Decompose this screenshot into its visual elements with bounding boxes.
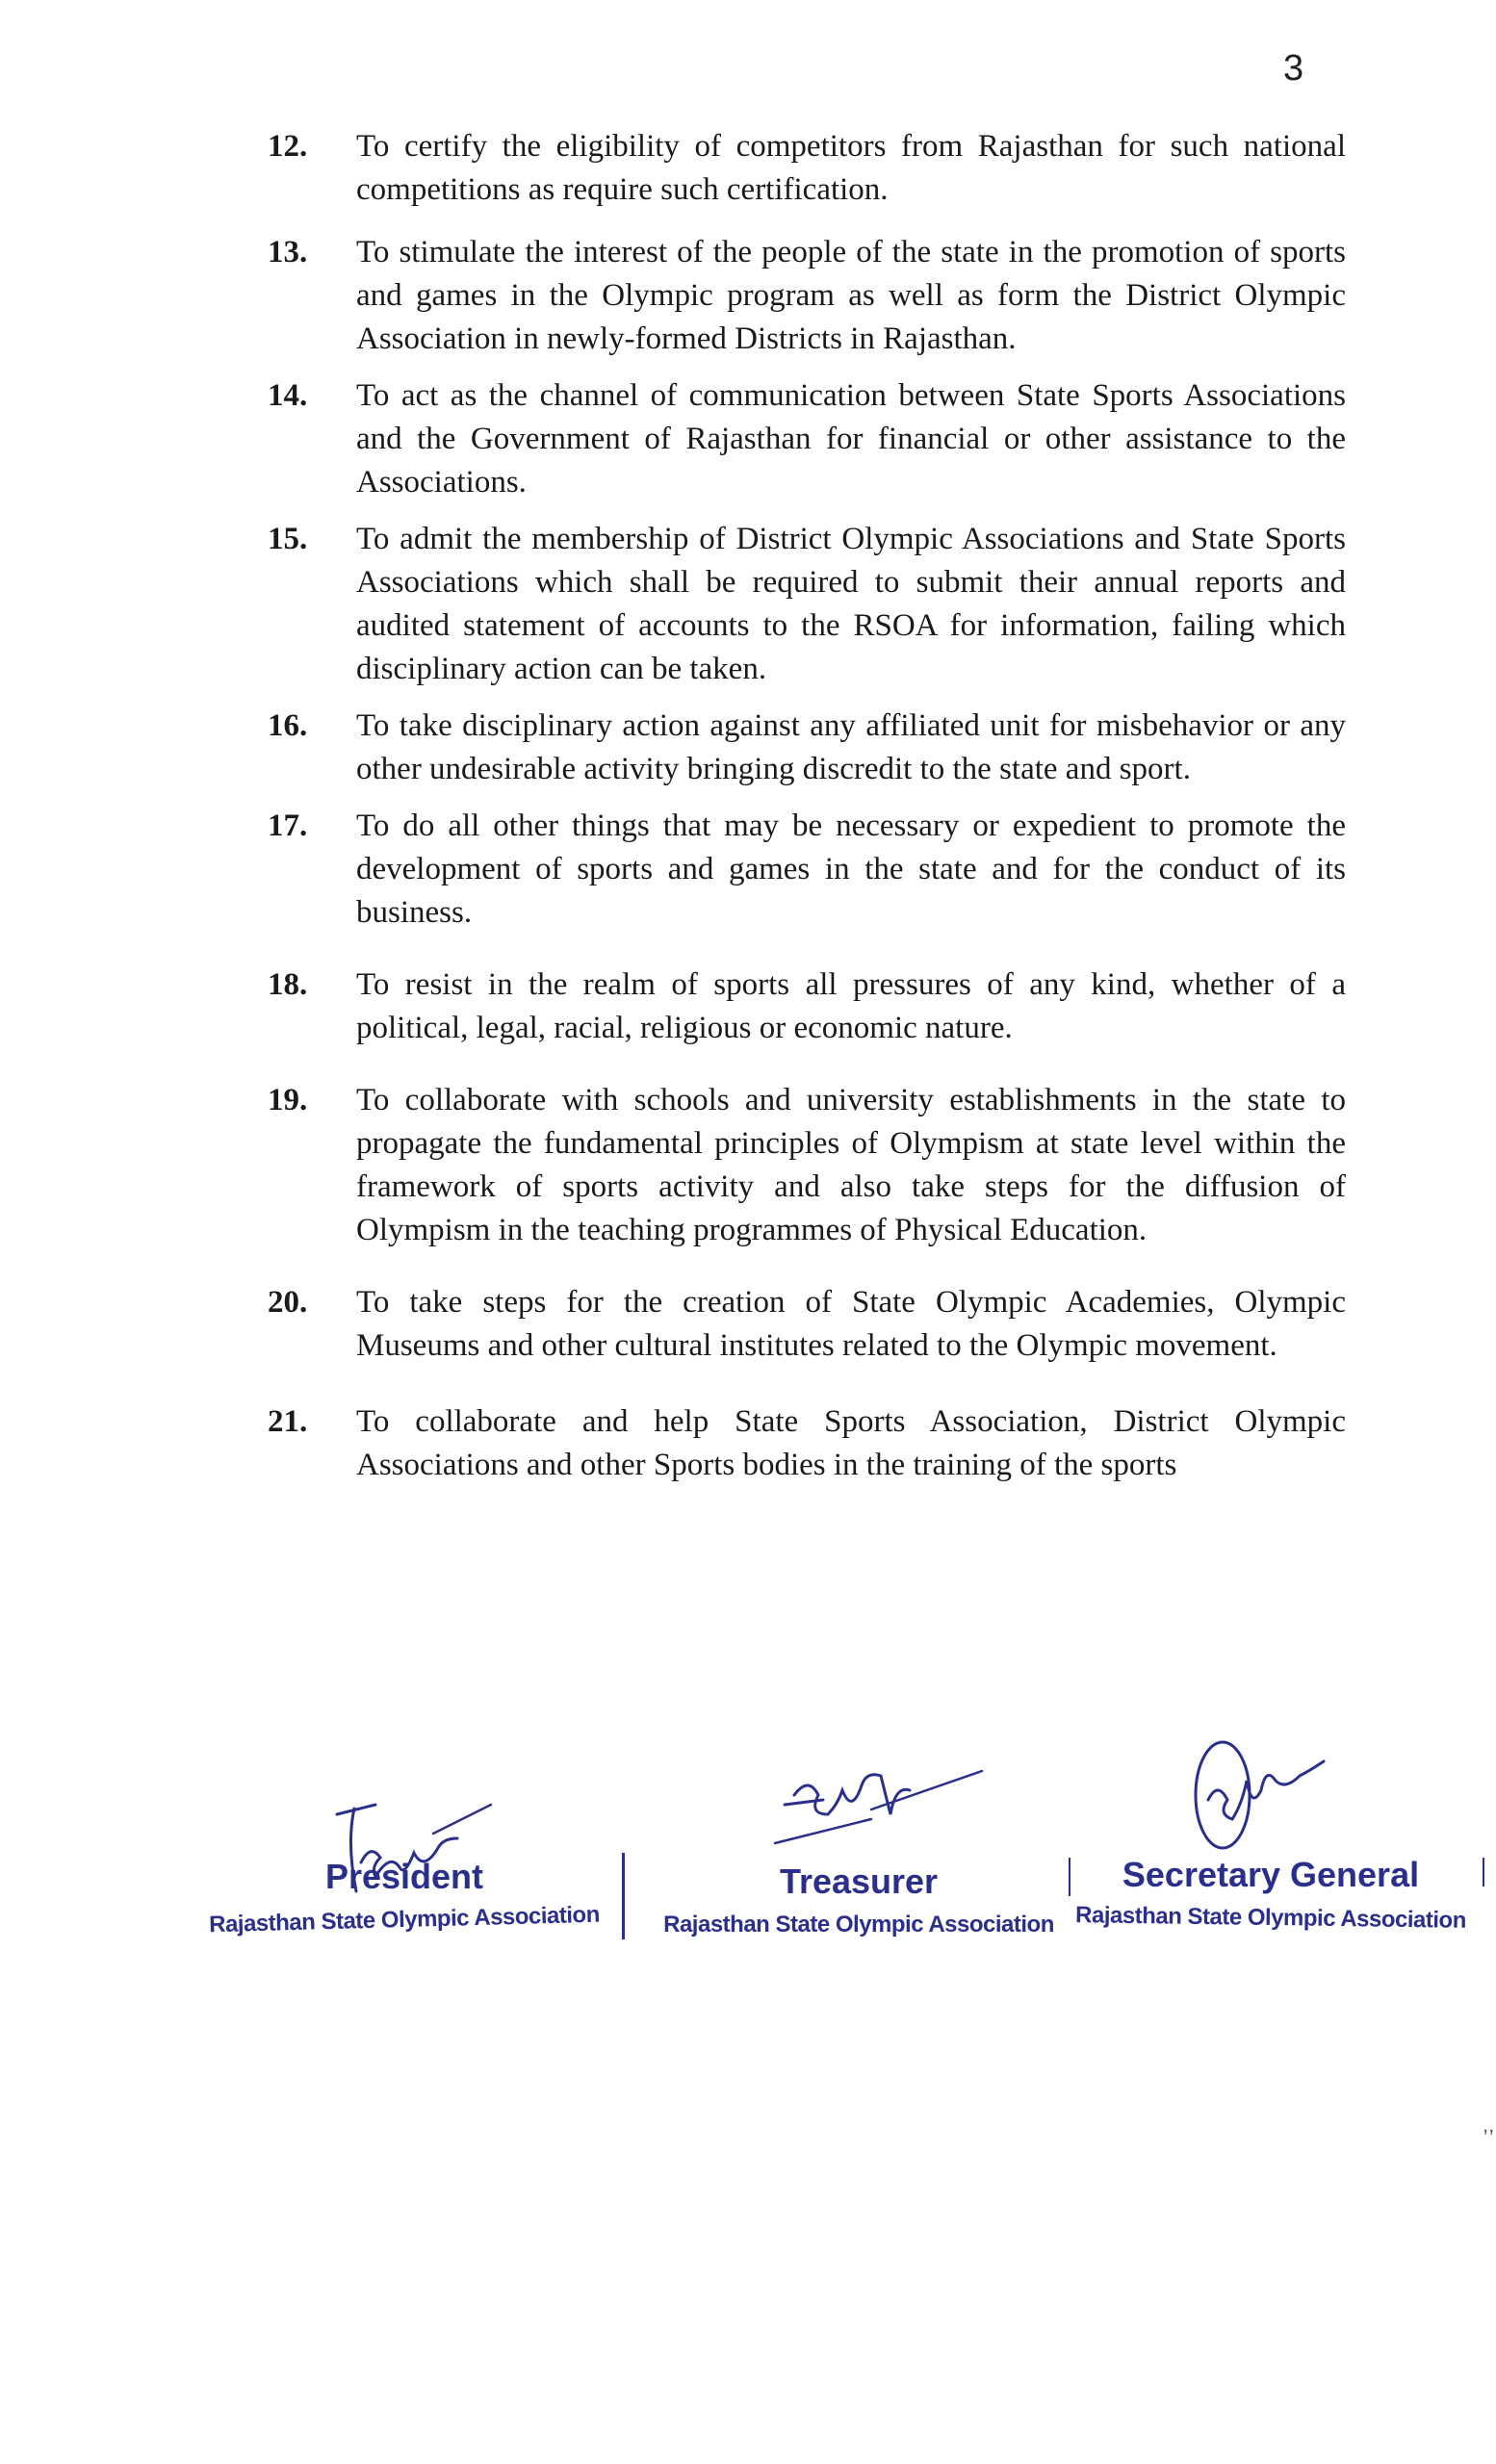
president-title: President: [324, 1857, 484, 1896]
clause-text: To admit the membership of District Olympic Associations and State Sports Associations which shall be required to submit their annual reports and audited statement of accounts to the RSOA for information, failing which disciplinary action can be taken.: [356, 522, 1346, 686]
secretary-title: Secretary General: [1122, 1855, 1420, 1894]
clause-16: [268, 705, 1346, 791]
clause-number: 15.: [268, 522, 308, 556]
clause-text: To act as the channel of communication between State Sports Associations and the Government of Rajasthan for financial or other assistance to the Associations.: [356, 378, 1346, 500]
clause-list: [268, 125, 1346, 1487]
clause-number: 19.: [268, 1083, 308, 1117]
clause-text: To collaborate with schools and university establishments in the state to propagate the fundamental principles of Olympism at state level within the framework of sports activity and also take steps for the diffusion of Olympism in the teaching programmes of Physical Education.: [356, 1083, 1346, 1247]
clause-number: 21.: [268, 1404, 308, 1439]
clause-20: [268, 1281, 1346, 1368]
clause-text: To stimulate the interest of the people of the state in the promotion of sports and games in the Olympic program as well as form the District Olympic Association in newly-formed Districts in Rajasthan.: [356, 235, 1346, 356]
clause-19: [268, 1079, 1346, 1252]
stamp-divider: [1483, 1858, 1484, 1886]
page-number: 3: [1283, 48, 1304, 89]
clause-number: 17.: [268, 808, 308, 843]
treasurer-signature: [765, 1752, 996, 1858]
edge-mark: ,,: [1483, 2113, 1495, 2137]
treasurer-org: Rajasthan State Olympic Association: [663, 1912, 1054, 1938]
clause-12: [268, 125, 1346, 212]
president-stamp: [193, 1857, 616, 1938]
clause-number: 13.: [268, 235, 308, 270]
secretary-stamp: [1059, 1856, 1483, 1933]
secretary-org: Rajasthan State Olympic Association: [1074, 1902, 1467, 1934]
president-org: Rajasthan State Olympic Association: [208, 1901, 601, 1938]
clause-15: [268, 518, 1346, 691]
treasurer-stamp: [647, 1862, 1070, 1939]
clause-text: To collaborate and help State Sports Association, District Olympic Associations and other Sports bodies in the training of the sports: [356, 1404, 1346, 1482]
clause-number: 14.: [268, 378, 308, 413]
clause-text: To resist in the realm of sports all pressures of any kind, whether of a political, legal, racial, religious or economic nature.: [356, 967, 1346, 1045]
clause-number: 12.: [268, 129, 308, 164]
clause-text: To do all other things that may be necessary or expedient to promote the development of sports and games in the state and for the conduct of its business.: [356, 808, 1346, 930]
clause-14: [268, 374, 1346, 504]
clause-text: To take disciplinary action against any affiliated unit for misbehavior or any other undesirable activity bringing discredit to the state and sport.: [356, 708, 1346, 786]
clause-text: To certify the eligibility of competitors from Rajasthan for such national competitions as require such certification.: [356, 129, 1346, 207]
clause-number: 18.: [268, 967, 308, 1002]
clause-number: 20.: [268, 1285, 308, 1320]
stamp-divider: [622, 1853, 625, 1939]
clause-21: [268, 1400, 1346, 1487]
clause-number: 16.: [268, 708, 308, 743]
clause-text: To take steps for the creation of State Olympic Academies, Olympic Museums and other cultural institutes related to the Olympic movement.: [356, 1285, 1346, 1363]
clause-17: [268, 805, 1346, 935]
clause-13: [268, 231, 1346, 361]
treasurer-title: Treasurer: [779, 1861, 939, 1901]
clause-18: [268, 963, 1346, 1050]
